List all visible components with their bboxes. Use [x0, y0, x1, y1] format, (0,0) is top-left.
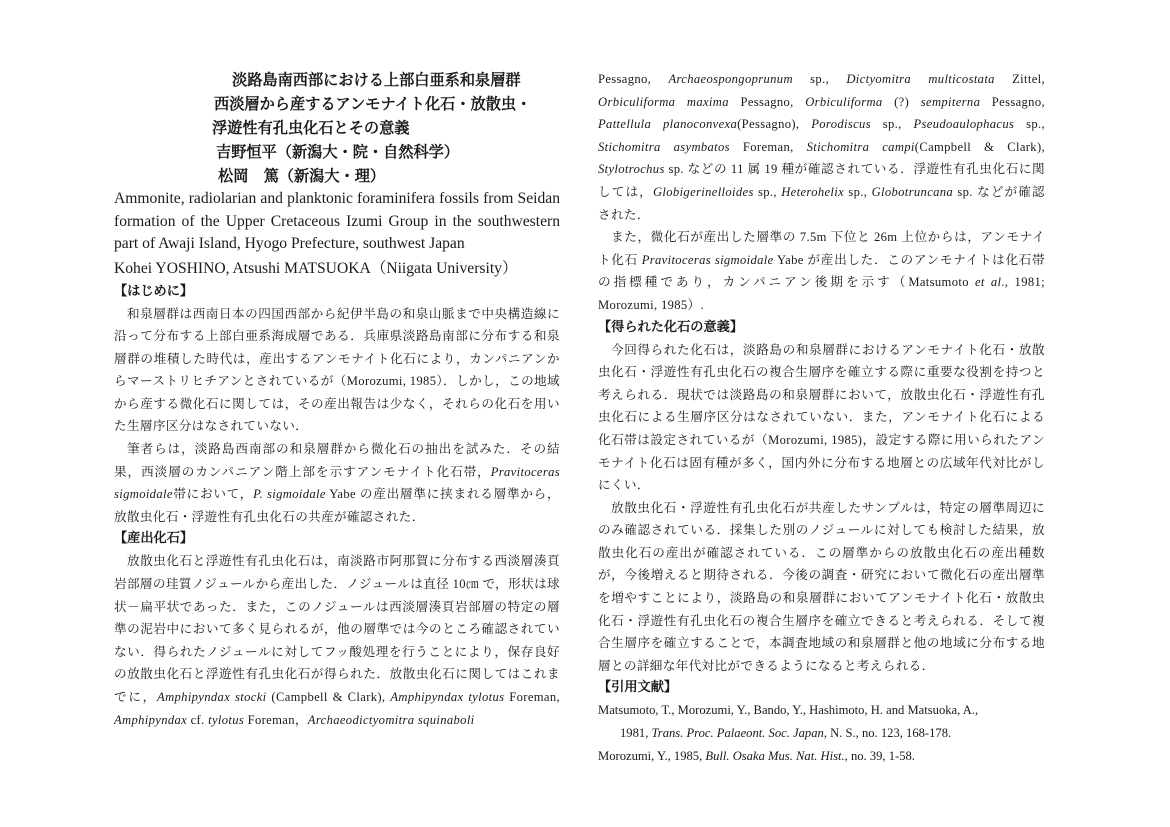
author-ja-line-1: 吉野恒平（新潟大・院・自然科学）: [216, 143, 459, 161]
reference-1-source: 1981, Trans. Proc. Palaeont. Soc. Japan, N. S., no. 123, 168-178.: [620, 726, 952, 741]
reference-1: [598, 699, 1045, 745]
fossils-paragraph-1-cont: Pessagno, Archaeospongoprunum sp., Dictyomitra multicostata Zittel, Orbiculiforma maxima Pessagno, Orbiculiforma (?) sempiterna Pessagno, Pattellula planoconvexa(Pessagno), Porodiscus sp., Pseudoaulophacus sp., Stichomitra asymbatos Foreman, Stichomitra campi(Campbell & Clark), Stylotrochus sp. などの 11 属 19 種が確認されている．浮遊性有孔虫化石に関しては，Globigerinelloides sp., Heterohelix sp., Globotruncana sp. などが確認された．: [598, 72, 1045, 222]
meaning-paragraph-1: 今回得られた化石は，淡路島の和泉層群におけるアンモナイト化石・放散虫化石・浮遊性有孔虫化石の複合生層序を確立する際に重要な役割を持つと考えられる．現状では淡路島の和泉層群において，放散虫化石・浮遊性有孔虫化石による生層序区分はなされていない．また，アンモナイト化石による化石帯は設定されているが（Morozumi, 1985)，設定する際に用いられたアンモナイト化石は固有種が多く，国内外に分布する地層との広域年代対比がしにくい．: [598, 342, 1045, 493]
title-ja-line-1: 淡路島南西部における上部白亜系和泉層群: [232, 71, 521, 89]
heading-meaning: 【得られた化石の意義】: [598, 319, 744, 335]
reference-1-authors: Matsumoto, T., Morozumi, Y., Bando, Y., Hashimoto, H. and Matsuoka, A.,: [598, 703, 979, 718]
fossils-paragraph-2: また，微化石が産出した層準の 7.5m 下位と 26m 上位からは，アンモナイト化石 Pravitoceras sigmoidale Yabe が産出した．このアンモナイトは化石帯の指標種であり，カンパニアン後期を示す（Matsumoto et al., 1981; Morozumi, 1985）.: [598, 230, 1045, 312]
right-column: [598, 68, 1045, 768]
intro-paragraph-1: 和泉層群は西南日本の四国西部から紀伊半島の和泉山脈まで中央構造線に沿って分布する上部白亜系海成層である．兵庫県淡路島南部に分布する和泉層群の堆積した時代は，産出するアンモナイト化石により，カンパニアンからマーストリヒチアンとされているが（Morozumi, 1985）．しかし，この地域から産する微化石に関しては，その産出報告は少なく，それらの化石を用いた生層序区分はなされていない．: [114, 306, 560, 434]
reference-2: Morozumi, Y., 1985, Bull. Osaka Mus. Nat. Hist., no. 39, 1-58.: [598, 749, 915, 764]
heading-references: 【引用文献】: [598, 680, 678, 696]
title-en: Ammonite, radiolarian and planktonic foraminifera fossils from Seidan formation of the Upper Cretaceous Izumi Group in the southwestern part of Awaji Island, Hyogo Prefecture, southwest Japan: [114, 190, 560, 252]
meaning-paragraph-2: 放散虫化石・浮遊性有孔虫化石が共産したサンプルは，特定の層準周辺にのみ確認されている．採集した別のノジュールに対しても検討した結果，放散虫化石の産出が確認されている．この層準からの放散虫化石の産出種数が，今後増えると期待される．今後の調査・研究において微化石の産出層準を増やすことにより，淡路島の和泉層群においてアンモナイト化石・放散虫化石・浮遊性有孔虫化石の複合生層序を確立できると考えられる．そして複合生層序を確立することで，本調査地域の和泉層群と他の地域に分布する地層との詳細な年代対比ができるようになると考えられる．: [598, 500, 1045, 673]
authors-en: Kohei YOSHINO, Atsushi MATSUOKA（Niigata University）: [114, 259, 518, 277]
fossils-paragraph-1-start: 放散虫化石と浮遊性有孔虫化石は，南淡路市阿那賀に分布する西淡層湊頁岩部層の珪質ノジュールから産出した．ノジュールは直径 10㎝ で，形状は球状－扁平状であった．また，このノジュールは西淡層湊頁岩部層の特定の層準の泥岩中において多く見られるが，他の層準では今のところ確認されていない．得られたノジュールに対してフッ酸処理を行うことにより，保存良好の放散虫化石と浮遊性有孔虫化石が得られた．放散虫化石に関してはこれまでに，Amphipyndax stocki (Campbell & Clark), Amphipyndax tylotus Foreman, Amphipyndax cf. tylotus Foreman，Archaeodictyomitra squinaboli: [114, 554, 560, 727]
heading-fossils: 【産出化石】: [114, 531, 194, 547]
left-column: [114, 68, 560, 731]
heading-intro: 【はじめに】: [114, 283, 194, 299]
title-ja-line-3: 浮遊性有孔虫化石とその意義: [212, 119, 410, 137]
title-ja-line-2: 西淡層から産するアンモナイト化石・放散虫・: [214, 95, 532, 113]
intro-paragraph-2: 筆者らは，淡路島西南部の和泉層群から微化石の抽出を試みた．その結果，西淡層のカンパニアン階上部を示すアンモナイト化石帯，Pravitoceras sigmoidale帯において，P. sigmoidale Yabe の産出層準に挟まれる層準から，放散虫化石・浮遊性有孔虫化石の共産が確認された．: [114, 442, 560, 524]
author-ja-line-2: 松岡 篤（新潟大・理）: [218, 167, 386, 185]
